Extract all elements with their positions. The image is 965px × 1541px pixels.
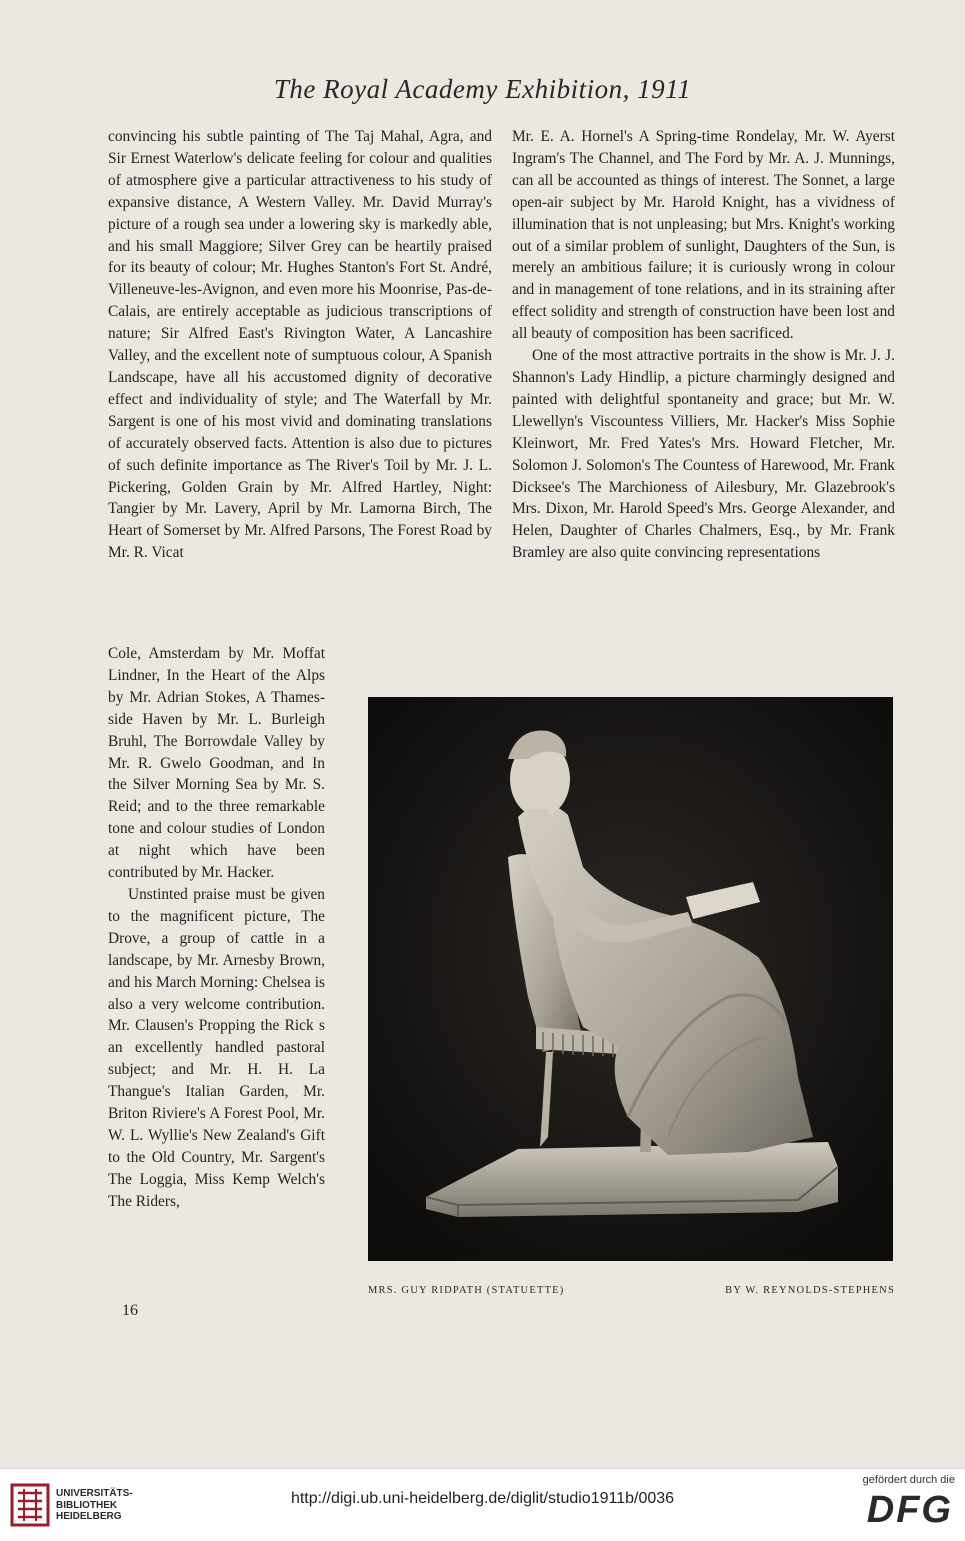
right-column [512, 126, 895, 564]
source-url-link[interactable]: http://digi.ub.uni-heidelberg.de/diglit/studio1911b/0036 [290, 1490, 675, 1507]
page-number: 16 [122, 1302, 138, 1319]
digitization-footer [0, 1468, 965, 1541]
paragraph-portraits: One of the most attractive portraits in the show is Mr. J. J. Shannon's Lady Hindlip, a picture charmingly designed and painted with delightful spontaneity and grace; but Mr. W. Llewellyn's Viscountess Villiers, Mr. Hacker's Miss Sophie Kleinwort, Mr. Fred Yates's Mrs. Howard Fletcher, Mr. Solomon J. Solomon's The Countess of Harewood, Mr. Frank Dicksee's The Marchioness of Ailesbury, Mr. Glazebrook's Mrs. Dixon, Mr. Harold Speed's Mrs. George Alexander, and Helen, Daughter of Charles Chalmers, Esq., by Mr. Frank Bramley are also quite convincing representations [512, 347, 895, 562]
statuette-illustration [368, 697, 893, 1261]
paragraph-landscapes-cont: Cole, Amsterdam by Mr. Moffat Lindner, In the Heart of the Alps by Mr. Adrian Stokes, A Thames-side Haven by Mr. L. Burleigh Bruhl, The Borrowdale Valley by Mr. R. Gwelo Goodman, and In the Silver Morning Sea by Mr. S. Reid; and to the three remarkable tone and colour studies of London at night which have been contributed by Mr. Hacker. [108, 645, 325, 882]
paragraph-open-air: Mr. E. A. Hornel's A Spring-time Rondelay, Mr. W. Ayerst Ingram's The Channel, and The Ford by Mr. A. J. Munnings, can all be accounted as things of interest. The Sonnet, a large open-air subject by Mr. Harold Knight, has a vividness of illumination that is not unpleasing; but Mrs. Knight's working out of a similar problem of sunlight, Daughters of the Sun, is merely an ambitious failure; it is curiously wrong in colour and in management of tone relations, and in its straining after effect solidity and strength of construction have been lost and all beauty of composition has been sacrificed. [512, 128, 895, 343]
library-line-2: BIBLIOTHEK [56, 1499, 118, 1511]
paragraph-landscapes: convincing his subtle painting of The Taj Mahal, Agra, and Sir Ernest Waterlow's delicate feeling for colour and qualities of atmosphere give a particular attractiveness to his study of expansive distance, A Western Valley. Mr. David Murray's picture of a rough sea under a lowering sky is markedly able, and his small Maggiore; Silver Grey can be heartily praised for its beauty of colour; Mr. Hughes Stanton's Fort St. André, Villeneuve-les-Avignon, and even more his Moonrise, Pas-de-Calais, are entirely acceptable as judicious transcriptions of nature; Sir Alfred East's Rivington Water, A Lancashire Valley, and the excellent note of sumptuous colour, A Spanish Landscape, have all his accustomed dignity of decorative effect and individuality of style; and The Waterfall by Mr. Sargent is one of his most vivid and dominating translations of accurately observed facts. Attention is also due to pictures of such definite importance as The River's Toil by Mr. J. L. Pickering, Golden Grain by Mr. Alfred Hartley, Night: Tangier by Mr. Lavery, April by Mr. Lamorna Birch, The Heart of Somerset by Mr. Alfred Parsons, The Forest Road by Mr. R. Vicat [108, 128, 492, 562]
library-line-1: UNIVERSITÄTS- [56, 1488, 133, 1499]
left-column-narrow [108, 643, 325, 1213]
paragraph-praise: Unstinted praise must be given to the magnificent picture, The Drove, a group of cattle in a landscape, by Mr. Arnesby Brown, and his March Morning: Chelsea is also a very welcome contribution. Mr. Clausen's Propping the Rick s an excellently handled pastoral subject; and Mr. H. H. La Thangue's Italian Garden, Mr. Briton Riviere's A Forest Pool, Mr. W. L. Wyllie's New Zealand's Gift to the Old Country, Mr. Sargent's The Loggia, Miss Kemp Welch's The Riders, [108, 885, 325, 1210]
caption-artist: BY W. REYNOLDS-STEPHENS [725, 1285, 895, 1296]
caption-title: MRS. GUY RIDPATH (STATUETTE) [368, 1285, 565, 1296]
statuette-photograph [368, 697, 893, 1261]
dfg-logo: DFG [866, 1489, 953, 1531]
page-title: The Royal Academy Exhibition, 1911 [273, 74, 692, 104]
funder-note: gefördert durch die [862, 1474, 955, 1486]
left-column-top [108, 126, 492, 564]
figure-caption [368, 1285, 895, 1296]
library-line-3: HEIDELBERG [56, 1511, 122, 1522]
